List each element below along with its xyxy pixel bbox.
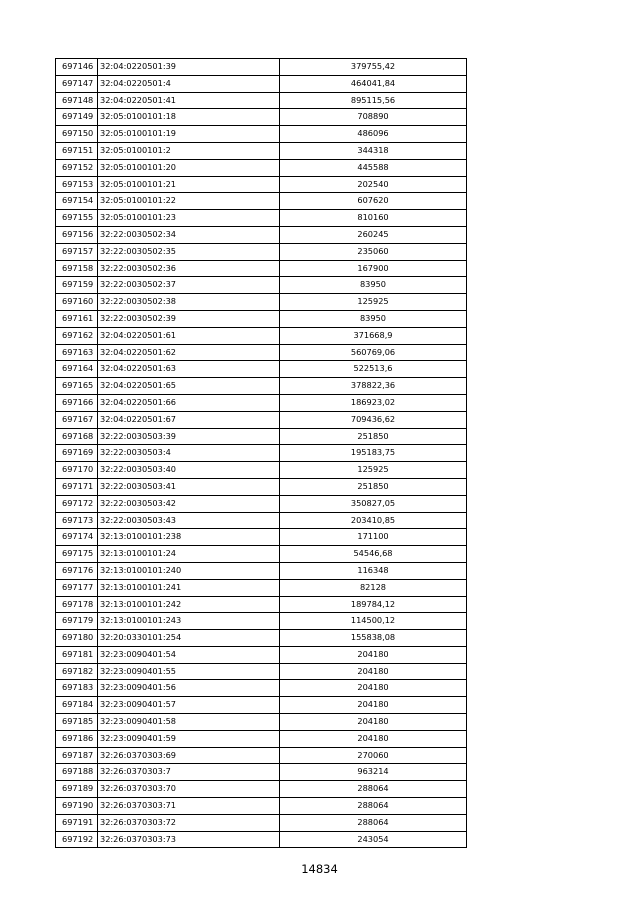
- cadastral-number-cell: 32:04:0220501:4: [98, 75, 280, 92]
- value-cell: 204180: [280, 714, 467, 731]
- value-cell: 125925: [280, 462, 467, 479]
- cadastral-number-cell: 32:13:0100101:242: [98, 596, 280, 613]
- row-id-cell: 697149: [56, 109, 98, 126]
- value-cell: 560769,06: [280, 344, 467, 361]
- cadastral-number-cell: 32:13:0100101:243: [98, 613, 280, 630]
- row-id-cell: 697151: [56, 142, 98, 159]
- value-cell: 288064: [280, 798, 467, 815]
- row-id-cell: 697181: [56, 646, 98, 663]
- data-table: [55, 58, 467, 848]
- row-id-cell: 697180: [56, 630, 98, 647]
- table-row: [56, 747, 467, 764]
- value-cell: 83950: [280, 277, 467, 294]
- value-cell: 379755,42: [280, 59, 467, 76]
- cadastral-number-cell: 32:23:0090401:58: [98, 714, 280, 731]
- value-cell: 82128: [280, 579, 467, 596]
- cadastral-number-cell: 32:04:0220501:41: [98, 92, 280, 109]
- value-cell: 195183,75: [280, 445, 467, 462]
- value-cell: 288064: [280, 814, 467, 831]
- row-id-cell: 697146: [56, 59, 98, 76]
- row-id-cell: 697190: [56, 798, 98, 815]
- row-id-cell: 697184: [56, 697, 98, 714]
- value-cell: 54546,68: [280, 546, 467, 563]
- table-row: [56, 310, 467, 327]
- value-cell: 243054: [280, 831, 467, 848]
- table-body: [56, 59, 467, 848]
- cadastral-number-cell: 32:04:0220501:67: [98, 411, 280, 428]
- cadastral-number-cell: 32:22:0030502:34: [98, 226, 280, 243]
- cadastral-number-cell: 32:22:0030503:40: [98, 462, 280, 479]
- row-id-cell: 697147: [56, 75, 98, 92]
- value-cell: 260245: [280, 226, 467, 243]
- value-cell: 204180: [280, 663, 467, 680]
- row-id-cell: 697155: [56, 210, 98, 227]
- table-row: [56, 92, 467, 109]
- table-row: [56, 210, 467, 227]
- row-id-cell: 697178: [56, 596, 98, 613]
- cadastral-number-cell: 32:22:0030503:39: [98, 428, 280, 445]
- cadastral-number-cell: 32:04:0220501:66: [98, 394, 280, 411]
- cadastral-number-cell: 32:26:0370303:70: [98, 781, 280, 798]
- table-row: [56, 378, 467, 395]
- cadastral-number-cell: 32:22:0030502:39: [98, 310, 280, 327]
- table-row: [56, 411, 467, 428]
- value-cell: 522513,6: [280, 361, 467, 378]
- value-cell: 251850: [280, 478, 467, 495]
- row-id-cell: 697169: [56, 445, 98, 462]
- row-id-cell: 697188: [56, 764, 98, 781]
- table-row: [56, 579, 467, 596]
- row-id-cell: 697148: [56, 92, 98, 109]
- table-row: [56, 478, 467, 495]
- row-id-cell: 697154: [56, 193, 98, 210]
- table-row: [56, 512, 467, 529]
- row-id-cell: 697182: [56, 663, 98, 680]
- value-cell: 486096: [280, 126, 467, 143]
- value-cell: 204180: [280, 730, 467, 747]
- row-id-cell: 697158: [56, 260, 98, 277]
- value-cell: 167900: [280, 260, 467, 277]
- table-row: [56, 109, 467, 126]
- table-row: [56, 361, 467, 378]
- cadastral-number-cell: 32:22:0030503:4: [98, 445, 280, 462]
- row-id-cell: 697170: [56, 462, 98, 479]
- value-cell: 155838,08: [280, 630, 467, 647]
- row-id-cell: 697159: [56, 277, 98, 294]
- cadastral-number-cell: 32:26:0370303:7: [98, 764, 280, 781]
- row-id-cell: 697160: [56, 294, 98, 311]
- cadastral-number-cell: 32:22:0030503:43: [98, 512, 280, 529]
- cadastral-number-cell: 32:13:0100101:238: [98, 529, 280, 546]
- value-cell: 204180: [280, 646, 467, 663]
- cadastral-number-cell: 32:05:0100101:2: [98, 142, 280, 159]
- cadastral-number-cell: 32:26:0370303:71: [98, 798, 280, 815]
- table-row: [56, 596, 467, 613]
- cadastral-number-cell: 32:22:0030502:35: [98, 243, 280, 260]
- table-row: [56, 59, 467, 76]
- value-cell: 203410,85: [280, 512, 467, 529]
- row-id-cell: 697167: [56, 411, 98, 428]
- table-row: [56, 663, 467, 680]
- row-id-cell: 697166: [56, 394, 98, 411]
- cadastral-number-cell: 32:22:0030503:42: [98, 495, 280, 512]
- row-id-cell: 697192: [56, 831, 98, 848]
- value-cell: 607620: [280, 193, 467, 210]
- value-cell: 251850: [280, 428, 467, 445]
- table-row: [56, 798, 467, 815]
- table-row: [56, 781, 467, 798]
- cadastral-number-cell: 32:04:0220501:63: [98, 361, 280, 378]
- cadastral-number-cell: 32:05:0100101:19: [98, 126, 280, 143]
- value-cell: 270060: [280, 747, 467, 764]
- value-cell: 709436,62: [280, 411, 467, 428]
- table-row: [56, 75, 467, 92]
- row-id-cell: 697157: [56, 243, 98, 260]
- value-cell: 186923,02: [280, 394, 467, 411]
- row-id-cell: 697163: [56, 344, 98, 361]
- table-row: [56, 176, 467, 193]
- value-cell: 83950: [280, 310, 467, 327]
- table-row: [56, 277, 467, 294]
- value-cell: 204180: [280, 680, 467, 697]
- table-row: [56, 680, 467, 697]
- row-id-cell: 697150: [56, 126, 98, 143]
- table-row: [56, 495, 467, 512]
- table-row: [56, 529, 467, 546]
- value-cell: 204180: [280, 697, 467, 714]
- value-cell: 378822,36: [280, 378, 467, 395]
- cadastral-number-cell: 32:13:0100101:24: [98, 546, 280, 563]
- table-row: [56, 445, 467, 462]
- cadastral-number-cell: 32:22:0030502:37: [98, 277, 280, 294]
- cadastral-number-cell: 32:04:0220501:62: [98, 344, 280, 361]
- value-cell: 114500,12: [280, 613, 467, 630]
- value-cell: 708890: [280, 109, 467, 126]
- row-id-cell: 697172: [56, 495, 98, 512]
- table-row: [56, 546, 467, 563]
- cadastral-number-cell: 32:26:0370303:69: [98, 747, 280, 764]
- cadastral-number-cell: 32:22:0030503:41: [98, 478, 280, 495]
- row-id-cell: 697153: [56, 176, 98, 193]
- cadastral-number-cell: 32:23:0090401:56: [98, 680, 280, 697]
- cadastral-number-cell: 32:23:0090401:55: [98, 663, 280, 680]
- cadastral-number-cell: 32:26:0370303:72: [98, 814, 280, 831]
- table-row: [56, 193, 467, 210]
- cadastral-number-cell: 32:04:0220501:39: [98, 59, 280, 76]
- row-id-cell: 697186: [56, 730, 98, 747]
- cadastral-number-cell: 32:23:0090401:57: [98, 697, 280, 714]
- cadastral-number-cell: 32:23:0090401:59: [98, 730, 280, 747]
- table-row: [56, 294, 467, 311]
- cadastral-number-cell: 32:22:0030502:38: [98, 294, 280, 311]
- table-row: [56, 226, 467, 243]
- page-number: 14834: [301, 862, 338, 876]
- value-cell: 189784,12: [280, 596, 467, 613]
- table-row: [56, 142, 467, 159]
- table-row: [56, 730, 467, 747]
- row-id-cell: 697187: [56, 747, 98, 764]
- table-row: [56, 159, 467, 176]
- cadastral-number-cell: 32:22:0030502:36: [98, 260, 280, 277]
- cadastral-number-cell: 32:13:0100101:240: [98, 562, 280, 579]
- cadastral-number-cell: 32:23:0090401:54: [98, 646, 280, 663]
- table-row: [56, 344, 467, 361]
- value-cell: 202540: [280, 176, 467, 193]
- table-row: [56, 764, 467, 781]
- row-id-cell: 697161: [56, 310, 98, 327]
- value-cell: 235060: [280, 243, 467, 260]
- table-row: [56, 613, 467, 630]
- table-row: [56, 327, 467, 344]
- table-row: [56, 697, 467, 714]
- cadastral-number-cell: 32:04:0220501:61: [98, 327, 280, 344]
- row-id-cell: 697156: [56, 226, 98, 243]
- row-id-cell: 697174: [56, 529, 98, 546]
- cadastral-number-cell: 32:05:0100101:23: [98, 210, 280, 227]
- cadastral-number-cell: 32:20:0330101:254: [98, 630, 280, 647]
- cadastral-number-cell: 32:13:0100101:241: [98, 579, 280, 596]
- value-cell: 371668,9: [280, 327, 467, 344]
- row-id-cell: 697152: [56, 159, 98, 176]
- cadastral-number-cell: 32:05:0100101:18: [98, 109, 280, 126]
- value-cell: 125925: [280, 294, 467, 311]
- row-id-cell: 697164: [56, 361, 98, 378]
- value-cell: 344318: [280, 142, 467, 159]
- row-id-cell: 697191: [56, 814, 98, 831]
- value-cell: 810160: [280, 210, 467, 227]
- value-cell: 350827,05: [280, 495, 467, 512]
- value-cell: 464041,84: [280, 75, 467, 92]
- row-id-cell: 697165: [56, 378, 98, 395]
- table-row: [56, 126, 467, 143]
- value-cell: 895115,56: [280, 92, 467, 109]
- value-cell: 288064: [280, 781, 467, 798]
- row-id-cell: 697177: [56, 579, 98, 596]
- table-row: [56, 562, 467, 579]
- table-row: [56, 714, 467, 731]
- value-cell: 116348: [280, 562, 467, 579]
- table-row: [56, 428, 467, 445]
- cadastral-number-cell: 32:05:0100101:20: [98, 159, 280, 176]
- row-id-cell: 697173: [56, 512, 98, 529]
- table-row: [56, 394, 467, 411]
- table-row: [56, 630, 467, 647]
- value-cell: 963214: [280, 764, 467, 781]
- row-id-cell: 697175: [56, 546, 98, 563]
- cadastral-number-cell: 32:26:0370303:73: [98, 831, 280, 848]
- cadastral-number-cell: 32:04:0220501:65: [98, 378, 280, 395]
- row-id-cell: 697189: [56, 781, 98, 798]
- row-id-cell: 697176: [56, 562, 98, 579]
- value-cell: 445588: [280, 159, 467, 176]
- row-id-cell: 697171: [56, 478, 98, 495]
- table-row: [56, 831, 467, 848]
- row-id-cell: 697183: [56, 680, 98, 697]
- row-id-cell: 697185: [56, 714, 98, 731]
- table-row: [56, 243, 467, 260]
- value-cell: 171100: [280, 529, 467, 546]
- cadastral-number-cell: 32:05:0100101:21: [98, 176, 280, 193]
- table-row: [56, 646, 467, 663]
- cadastral-number-cell: 32:05:0100101:22: [98, 193, 280, 210]
- table-row: [56, 814, 467, 831]
- row-id-cell: 697168: [56, 428, 98, 445]
- row-id-cell: 697162: [56, 327, 98, 344]
- table-row: [56, 260, 467, 277]
- table-row: [56, 462, 467, 479]
- row-id-cell: 697179: [56, 613, 98, 630]
